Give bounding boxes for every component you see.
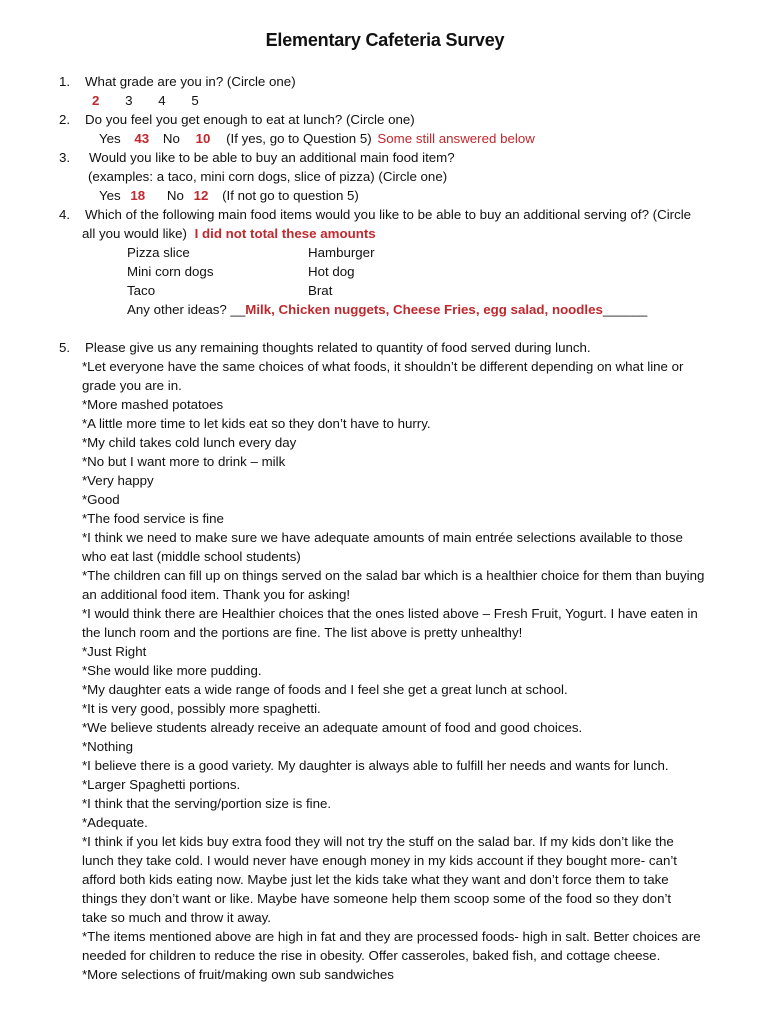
q1-option: 4 (158, 93, 166, 108)
response-line: *Let everyone have the same choices of what foods, it shouldn’t be different depending on what line or (82, 359, 684, 374)
q4-number: 4. (59, 207, 71, 222)
response-line: needed for children to reduce the rise in obesity. Offer casseroles, baked fish, and cottage cheese. (82, 948, 661, 963)
response-line: *More mashed potatoes (82, 397, 224, 412)
response-line: *A little more time to let kids eat so they don’t have to hurry. (82, 416, 431, 431)
q2-answers (99, 129, 535, 148)
q2-no-count: 10 (195, 131, 211, 146)
response-line: take so much and throw it away. (82, 910, 271, 925)
q1-option: 3 (125, 93, 133, 108)
response-line: afford both kids eating now. Maybe just let the kids take what they want and don’t force them to take (82, 872, 669, 887)
q4-item: Hot dog (308, 264, 355, 279)
response-line: *Larger Spaghetti portions. (82, 777, 241, 792)
response-line: *The items mentioned above are high in fat and they are processed foods- high in salt. Better choices are (82, 929, 701, 944)
response-line: things they don’t want or like. Maybe have someone help them scoop some of the food so they don’t (82, 891, 672, 906)
response-line: *Just Right (82, 644, 147, 659)
q2-annotation: Some still answered below (377, 131, 535, 146)
q4-item: Brat (308, 283, 333, 298)
q4-text-line1: Which of the following main food items would you like to be able to buy an additional serving of? (Circle (85, 207, 692, 222)
q4-annotation: I did not total these amounts (194, 226, 376, 241)
q1-number: 1. (59, 74, 71, 89)
response-line: *It is very good, possibly more spaghetti. (82, 701, 321, 716)
q4-other-answer: Milk, Chicken nuggets, Cheese Fries, egg salad, noodles (245, 302, 603, 317)
q4-item: Pizza slice (127, 245, 190, 260)
q3-yes-label: Yes (99, 188, 121, 203)
q4-text-line2: all you would like) (82, 226, 187, 241)
q3-yes-count: 18 (130, 188, 146, 203)
response-line: *We believe students already receive an adequate amount of food and good choices. (82, 720, 583, 735)
q4-other-ideas (127, 300, 647, 319)
q2-note: (If yes, go to Question 5) (226, 131, 372, 146)
response-line: *I think if you let kids buy extra food they will not try the stuff on the salad bar. If my kids don’t like the (82, 834, 674, 849)
q4-item: Mini corn dogs (127, 264, 214, 279)
response-line: the lunch room and the portions are fine. The list above is pretty unhealthy! (82, 625, 523, 640)
q4-item: Hamburger (308, 245, 375, 260)
q3-text: Would you like to be able to buy an additional main food item? (89, 150, 455, 165)
response-line: *More selections of fruit/making own sub sandwiches (82, 967, 394, 982)
response-line: *Nothing (82, 739, 134, 754)
q1-options (92, 91, 199, 110)
response-line: *No but I want more to drink – milk (82, 454, 286, 469)
q3-note: (If not go to question 5) (222, 188, 359, 203)
q1-text: What grade are you in? (Circle one) (85, 74, 296, 89)
q4-item: Taco (127, 283, 156, 298)
q4-other-trail: ______ (602, 302, 648, 317)
response-line: *The food service is fine (82, 511, 224, 526)
response-line: *Very happy (82, 473, 154, 488)
response-line: grade you are in. (82, 378, 182, 393)
q3-examples: (examples: a taco, mini corn dogs, slice of pizza) (Circle one) (88, 169, 448, 184)
q3-number: 3. (59, 150, 71, 165)
page-title: Elementary Cafeteria Survey (265, 30, 505, 50)
response-line: *Adequate. (82, 815, 148, 830)
response-line: *I believe there is a good variety. My daughter is always able to fulfill her needs and wants for lunch. (82, 758, 669, 773)
q2-yes-count: 43 (134, 131, 150, 146)
response-line: *I think that the serving/portion size is fine. (82, 796, 332, 811)
response-line: *The children can fill up on things served on the salad bar which is a healthier choice for them than buying (82, 568, 705, 583)
response-line: *Good (82, 492, 120, 507)
q5-text: Please give us any remaining thoughts related to quantity of food served during lunch. (85, 340, 591, 355)
q3-no-label: No (166, 188, 184, 203)
response-line: *I would think there are Healthier choices that the ones listed above – Fresh Fruit, Yogurt. I have eaten in (82, 606, 698, 621)
q5-number: 5. (59, 340, 71, 355)
q1-option-selected: 2 (92, 93, 100, 108)
q4-text-line2-row (82, 224, 376, 243)
response-line: *I think we need to make sure we have adequate amounts of main entrée selections available to those (82, 530, 683, 545)
response-line: *My daughter eats a wide range of foods and I feel she get a great lunch at school. (82, 682, 568, 697)
q2-number: 2. (59, 112, 71, 127)
q1-option: 5 (191, 93, 199, 108)
response-line: lunch they take cold. I would never have enough money in my kids account if they bought more- can’t (82, 853, 678, 868)
q2-text: Do you feel you get enough to eat at lunch? (Circle one) (85, 112, 415, 127)
response-line: who eat last (middle school students) (82, 549, 301, 564)
response-line: *She would like more pudding. (82, 663, 262, 678)
q2-no-label: No (162, 131, 180, 146)
q3-no-count: 12 (193, 188, 209, 203)
q4-other-label: Any other ideas? __ (127, 302, 246, 317)
q2-yes-label: Yes (99, 131, 121, 146)
response-line: an additional food item. Thank you for asking! (82, 587, 351, 602)
response-line: *My child takes cold lunch every day (82, 435, 297, 450)
q3-answers (99, 186, 359, 205)
